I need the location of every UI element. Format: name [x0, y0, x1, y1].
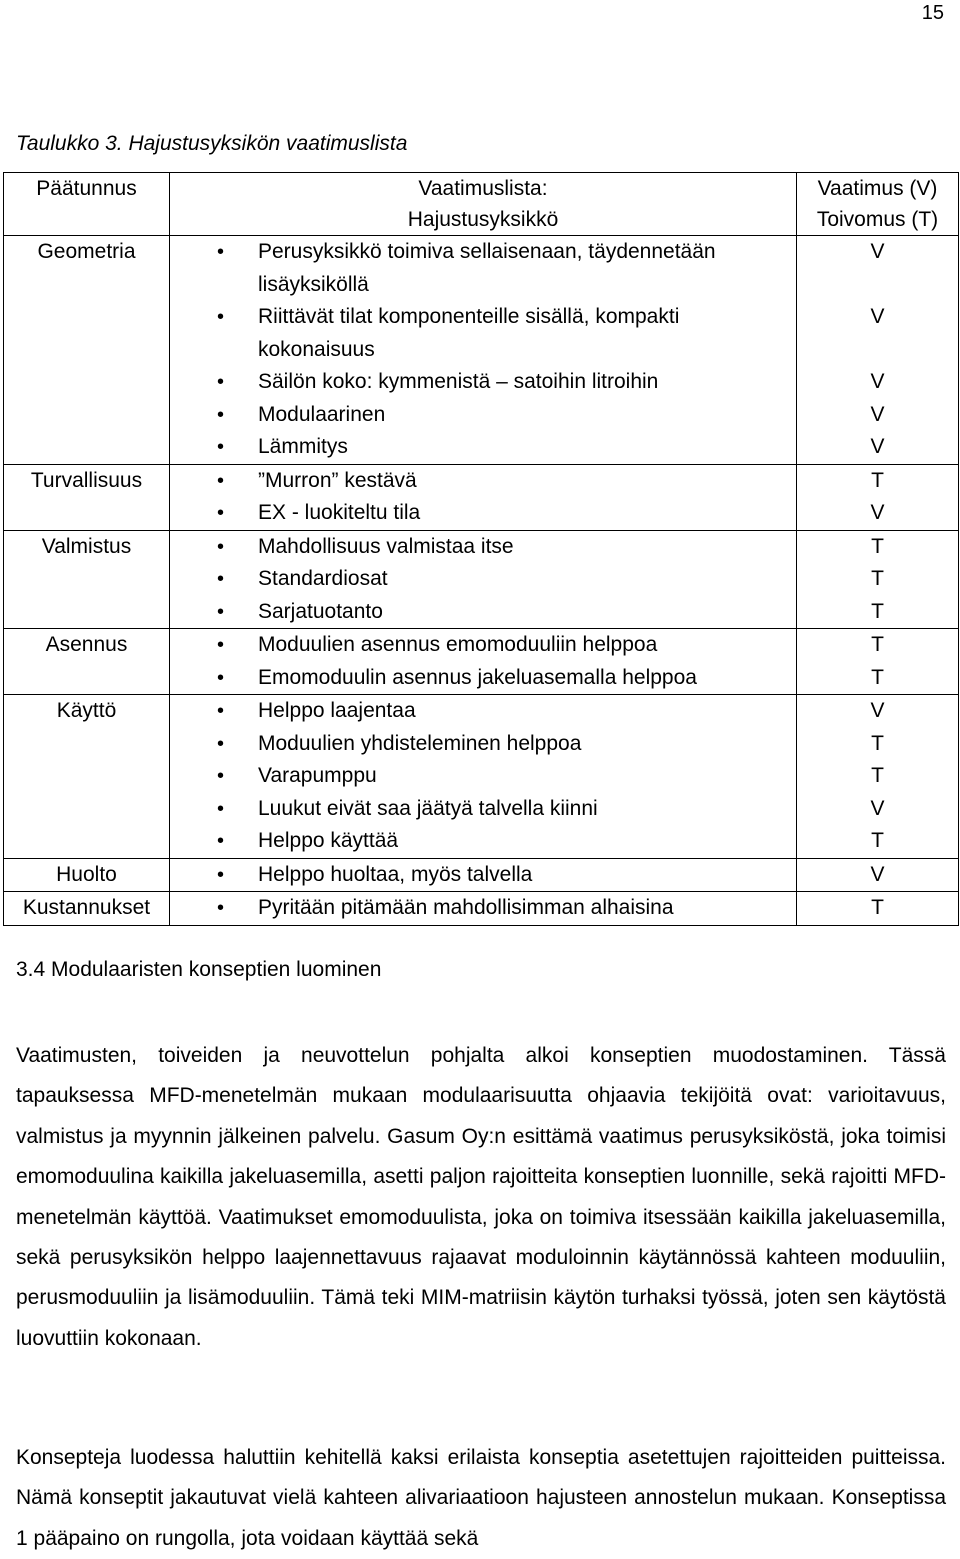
category-cell: Turvallisuus [4, 464, 170, 530]
requirement-cell [170, 629, 797, 695]
priority-value: T [871, 633, 884, 656]
requirement-item: • Säilön koko: kymmenistä – satoihin litroihin [170, 366, 796, 399]
category-cell: Valmistus [4, 530, 170, 629]
requirement-cell [170, 464, 797, 530]
requirement-cell [170, 892, 797, 926]
section-heading: 3.4 Modulaaristen konseptien luominen [16, 958, 382, 981]
priority-list [797, 859, 958, 892]
requirement-cell [170, 858, 797, 892]
requirement-item: • Varapumppu [170, 760, 796, 793]
category-cell: Huolto [4, 858, 170, 892]
priority-value: V [870, 305, 885, 328]
requirement-list [170, 892, 796, 925]
requirement-item: • Mahdollisuus valmistaa itse [170, 531, 796, 564]
requirement-item: • Pyritään pitämään mahdollisimman alhaisina [170, 892, 796, 925]
priority-list [797, 531, 958, 629]
requirement-cell [170, 695, 797, 859]
priority-value: V [870, 796, 885, 820]
priority-value: T [871, 896, 884, 919]
category-cell: Geometria [4, 236, 170, 465]
priority-value: T [871, 764, 884, 787]
priority-cell [797, 858, 959, 892]
requirement-item: • Sarjatuotanto [170, 596, 796, 629]
priority-list [797, 465, 958, 530]
header-priority-line2: Toivomus (T) [816, 208, 939, 231]
priority-list [797, 892, 958, 925]
category-cell: Asennus [4, 629, 170, 695]
table-row [4, 695, 959, 859]
priority-value: T [871, 829, 884, 852]
requirement-cell [170, 530, 797, 629]
requirement-item: • Helppo huoltaa, myös talvella [170, 859, 796, 892]
requirement-list [170, 236, 796, 464]
header-requirement-line1: Vaatimuslista: [418, 177, 548, 200]
priority-list [797, 236, 958, 464]
priority-cell [797, 695, 959, 859]
header-category [4, 173, 170, 236]
requirement-item: • Lämmitys [170, 431, 796, 464]
body-paragraph-1: Vaatimusten, toiveiden ja neuvottelun pohjalta alkoi konseptien muodostaminen. Tässä tapauksessa MFD-menetelmän mukaan modulaarisuutta ohjaavia tekijöitä ovat: varioitavuus, valmistus ja myynnin jälkeinen palvelu. Gasum Oy:n esittämä vaatimus perusyksiköstä, joka toimisi emomoduulina kaikilla jakeluasemilla, asetti paljon rajoitteita konseptien luonnille, sekä rajoitti MFD-menetelmän käyttöä. Vaatimukset emomoduulista, joka on toimiva itsessään kaikilla jakeluasemilla, sekä perusyksikön helppo laajennettavuus rajaavat moduloinnin käytännössä kahteen moduuliin, perusmoduuliin ja lisämoduuliin. Tämä teki MIM-matriisin käytön turhaksi työssä, joten sen käytöstä luovuttiin kokonaan. [16, 1044, 946, 1350]
header-requirement [170, 173, 797, 236]
requirement-item: • Emomoduulin asennus jakeluasemalla helppoa [170, 662, 796, 695]
table-row [4, 236, 959, 465]
priority-value: V [870, 402, 885, 426]
priority-value: V [870, 862, 885, 886]
priority-cell [797, 892, 959, 926]
requirement-item: • Riittävät tilat komponenteille sisällä, kompakti kokonaisuus [170, 301, 796, 366]
priority-list [797, 695, 958, 858]
requirement-list [170, 695, 796, 858]
table-header-row [4, 173, 959, 236]
priority-cell [797, 629, 959, 695]
priority-cell [797, 464, 959, 530]
table-row [4, 530, 959, 629]
priority-value: T [871, 599, 884, 623]
priority-value: V [870, 435, 885, 458]
priority-value: V [870, 699, 885, 722]
requirement-item: • Perusyksikkö toimiva sellaisenaan, täydennetään lisäyksiköllä [170, 236, 796, 301]
table-row [4, 464, 959, 530]
requirement-item: • Helppo laajentaa [170, 695, 796, 728]
header-category-label: Päätunnus [36, 177, 137, 200]
requirement-item: • Modulaarinen [170, 399, 796, 432]
priority-value: T [871, 468, 884, 492]
requirement-list [170, 531, 796, 629]
priority-list [797, 629, 958, 694]
priority-value: T [871, 534, 884, 558]
table-row [4, 892, 959, 926]
requirement-item: • Helppo käyttää [170, 825, 796, 858]
requirement-item: • Moduulien yhdisteleminen helppoa [170, 728, 796, 761]
requirements-table [3, 172, 959, 926]
page-number: 15 [921, 2, 944, 24]
category-cell: Kustannukset [4, 892, 170, 926]
priority-value: T [871, 731, 884, 755]
category-cell: Käyttö [4, 695, 170, 859]
requirement-item: • EX - luokiteltu tila [170, 497, 796, 530]
header-priority-line1: Vaatimus (V) [817, 177, 938, 200]
priority-cell [797, 530, 959, 629]
requirement-list [170, 859, 796, 892]
priority-cell [797, 236, 959, 465]
table-row [4, 629, 959, 695]
table-caption: Taulukko 3. Hajustusyksikön vaatimuslista [16, 132, 408, 155]
requirement-list [170, 629, 796, 694]
table-row [4, 858, 959, 892]
priority-value: T [871, 567, 884, 590]
priority-value: V [870, 370, 885, 393]
header-priority [797, 173, 959, 236]
requirement-cell [170, 236, 797, 465]
priority-value: T [871, 665, 884, 689]
requirement-item: • Standardiosat [170, 563, 796, 596]
body-paragraph-2: Konsepteja luodessa haluttiin kehitellä kaksi erilaista konseptia asetettujen rajoitteiden puitteissa. Nämä konseptit jakautuvat vielä kahteen alivariaatioon hajusteen annostelun mukaan. Konseptissa 1 pääpaino on rungolla, jota voidaan käyttää sekä [16, 1446, 946, 1550]
requirement-item: • ”Murron” kestävä [170, 465, 796, 498]
header-requirement-line2: Hajustusyksikkö [407, 208, 559, 231]
requirement-list [170, 465, 796, 530]
table-body [4, 236, 959, 926]
priority-value: V [870, 240, 885, 263]
requirement-item: • Luukut eivät saa jäätyä talvella kiinni [170, 793, 796, 826]
requirement-item: • Moduulien asennus emomoduuliin helppoa [170, 629, 796, 662]
priority-value: V [870, 501, 885, 524]
